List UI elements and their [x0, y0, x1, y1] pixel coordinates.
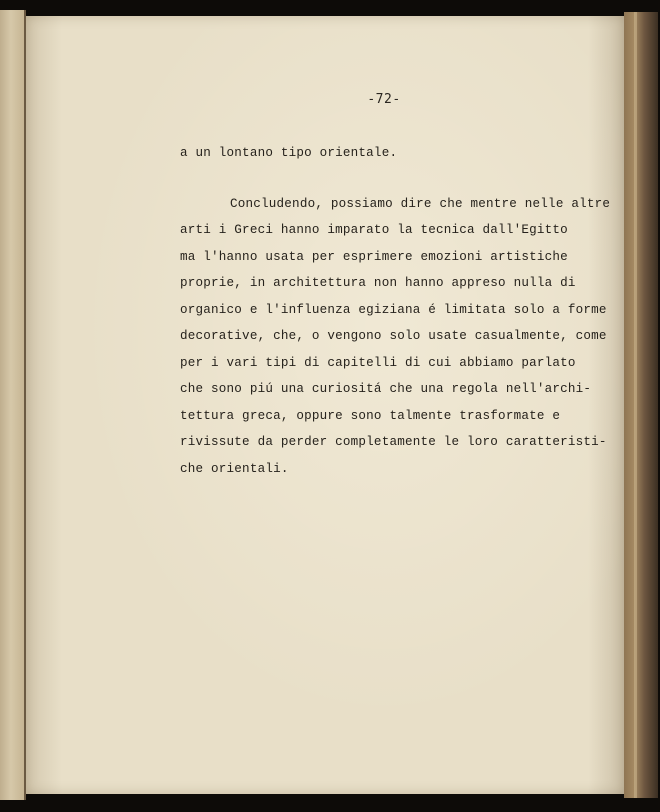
text-line: che orientali. [180, 461, 289, 476]
text-line: che sono piú una curiositá che una regola nell'archi- [180, 382, 592, 396]
typewritten-page [26, 16, 624, 794]
text-line: Concludendo, possiamo dire che mentre nelle altre [230, 196, 611, 211]
text-line: rivissute da perder completamente le loro caratteristi- [180, 435, 607, 449]
text-line: a un lontano tipo orientale. [180, 146, 398, 160]
text-line: ma l'hanno usata per esprimere emozioni artistiche [180, 249, 568, 264]
facing-page-edge [0, 10, 26, 800]
body-text [180, 140, 620, 482]
page-number: -72- [367, 92, 401, 107]
text-line: tettura greca, oppure sono talmente trasformate e [180, 408, 561, 423]
text-line: per i vari tipi di capitelli di cui abbiamo parlato [180, 355, 576, 370]
text-line: decorative, che, o vengono solo usate casualmente, come [180, 329, 607, 343]
text-line: organico e l'influenza egiziana é limitata solo a forme [180, 302, 607, 317]
text-line: proprie, in architettura non hanno appreso nulla di [180, 276, 576, 290]
paragraph-gap [180, 167, 620, 191]
text-line: arti i Greci hanno imparato la tecnica dall'Egitto [180, 223, 568, 237]
book-edge [624, 12, 658, 798]
